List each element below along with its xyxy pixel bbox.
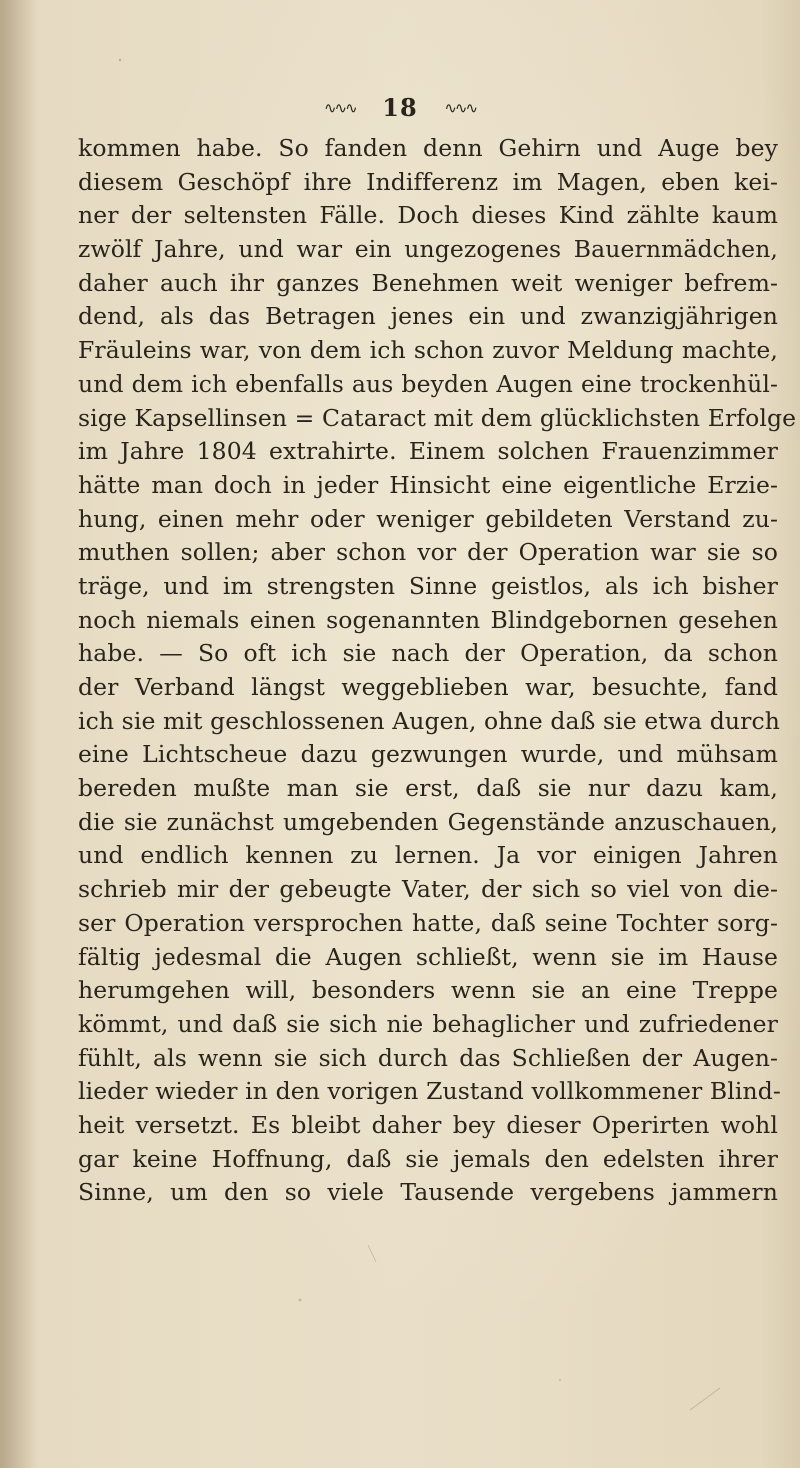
- text-line: im Jahre 1804 extrahirte. Einem solchen Frauenzimmer: [78, 437, 778, 466]
- ornament-right: ∿∿∿: [444, 98, 477, 117]
- text-line: die sie zunächst umgebenden Gegenstände anzuschauen,: [78, 807, 778, 836]
- text-line: ner der seltensten Fälle. Doch dieses Kind zählte kaum: [78, 201, 778, 230]
- text-line: noch niemals einen sogenannten Blindgebornen gesehen: [78, 605, 778, 634]
- text-line: sige Kapsellinsen = Cataract mit dem glücklichsten Erfolge: [78, 403, 797, 432]
- text-line: dend, als das Betragen jenes ein und zwanzigjährigen: [78, 302, 778, 331]
- text-line: bereden mußte man sie erst, daß sie nur dazu kam,: [78, 774, 778, 803]
- text-line: zwölf Jahre, und war ein ungezogenes Bauernmädchen,: [78, 235, 778, 264]
- text-line: kömmt, und daß sie sich nie behaglicher und zufriedener: [78, 1009, 778, 1038]
- text-line: eine Lichtscheue dazu gezwungen wurde, und mühsam: [78, 740, 778, 769]
- text-line: hätte man doch in jeder Hinsicht eine eigentliche Erzie-: [78, 470, 778, 499]
- text-line: träge, und im strengsten Sinne geistlos, als ich bisher: [78, 571, 778, 600]
- text-line: diesem Geschöpf ihre Indifferenz im Magen, eben kei-: [78, 167, 778, 196]
- text-line: ich sie mit geschlossenen Augen, ohne daß sie etwa durch: [78, 706, 780, 735]
- text-line: muthen sollen; aber schon vor der Operation war sie so: [78, 538, 778, 567]
- text-line: gar keine Hoffnung, daß sie jemals den edelsten ihrer: [78, 1144, 778, 1173]
- text-line: und dem ich ebenfalls aus beyden Augen eine trockenhül-: [78, 369, 778, 398]
- text-line: der Verband längst weggeblieben war, besuchte, fand: [78, 673, 778, 701]
- page-header: [0, 92, 800, 122]
- body-text: [78, 132, 797, 1210]
- text-line: habe. — So oft ich sie nach der Operation, da schon: [78, 639, 778, 668]
- text-line: und endlich kennen zu lernen. Ja vor einigen Jahren: [78, 841, 778, 870]
- text-line: Fräuleins war, von dem ich schon zuvor Meldung machte,: [78, 336, 778, 365]
- text-line: kommen habe. So fanden denn Gehirn und Auge bey: [78, 134, 778, 162]
- text-line: fältig jedesmal die Augen schließt, wenn sie im Hause: [78, 942, 778, 971]
- text-line: lieder wieder in den vorigen Zustand vollkommener Blind-: [78, 1077, 781, 1106]
- text-line: Sinne, um den so viele Tausende vergebens jammern: [78, 1178, 778, 1207]
- text-line: schrieb mir der gebeugte Vater, der sich so viel von die-: [78, 875, 778, 904]
- ornament-left: ∿∿∿: [323, 98, 356, 117]
- text-line: hung, einen mehr oder weniger gebildeten Verstand zu-: [78, 504, 778, 533]
- text-line: fühlt, als wenn sie sich durch das Schließen der Augen-: [78, 1043, 778, 1072]
- text-line: herumgehen will, besonders wenn sie an eine Treppe: [78, 976, 778, 1005]
- text-line: daher auch ihr ganzes Benehmen weit weniger befrem-: [78, 268, 778, 297]
- text-line: heit versetzt. Es bleibt daher bey dieser Operirten wohl: [78, 1110, 778, 1139]
- page-number: 18: [382, 93, 418, 122]
- text-line: ser Operation versprochen hatte, daß seine Tochter sorg-: [78, 908, 778, 937]
